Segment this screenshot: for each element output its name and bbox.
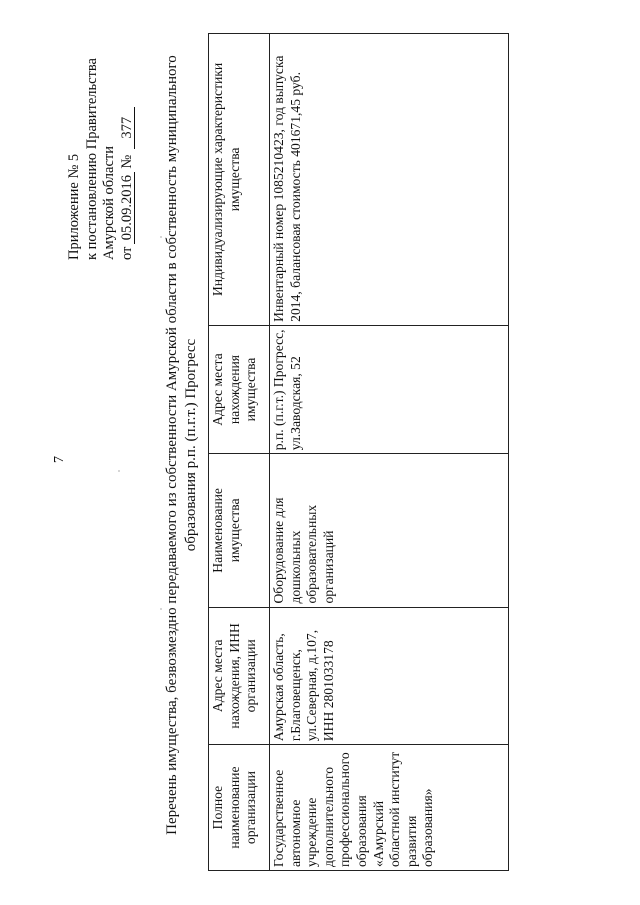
cell-characteristics: Инвентарный номер 108521042З, год выпуска 2014, балансовая стоимость 401671,45 руб. (270, 34, 509, 326)
appendix-region: Амурской области (101, 146, 118, 260)
title-line-2: образования р.п. (п.г.т.) Прогресс (183, 338, 199, 552)
cell-full-name: Государственное автономное учреждение дополнительного профессионального образования «Амурский областной институт развития образования» (270, 745, 509, 871)
header-property-name: Наименование имущества (209, 454, 270, 607)
appendix-header (66, 28, 136, 260)
header-characteristics: Индивидуализирующие характеристики имущества (209, 34, 270, 326)
asset-table (208, 33, 509, 871)
document-title (163, 25, 201, 865)
resolution-date: 05.09.2016 (120, 172, 135, 244)
resolution-number: 377 (120, 107, 135, 149)
appendix-resolution: к постановлению Правительства (83, 58, 100, 260)
date-prefix: от (118, 246, 135, 260)
title-line-1: Перечень имущества, безвозмездно передаваемого из собственности Амурской области в собственность муниципального (164, 55, 180, 835)
number-sign: № (118, 154, 135, 169)
header-full-name: Полное наименование организации (209, 745, 270, 871)
header-property-address: Адрес места нахождения имущества (209, 325, 270, 453)
table-header-row (209, 34, 270, 871)
appendix-date-line (119, 28, 137, 260)
appendix-number: Приложение № 5 (66, 153, 82, 260)
table-row (270, 34, 509, 871)
header-org-address: Адрес места нахождения, ИНН организации (209, 607, 270, 745)
cell-property-name: Оборудование для дошкольных образовательных организаций (270, 454, 509, 607)
cell-property-address: р.п. (п.г.т.) Прогресс, ул.Заводская, 52 (270, 325, 509, 453)
cell-org-address: Амурская область, г.Благовещенск, ул.Северная, д.107, ИНН 2801033178 (270, 607, 509, 745)
page-number: 7 (52, 456, 67, 463)
